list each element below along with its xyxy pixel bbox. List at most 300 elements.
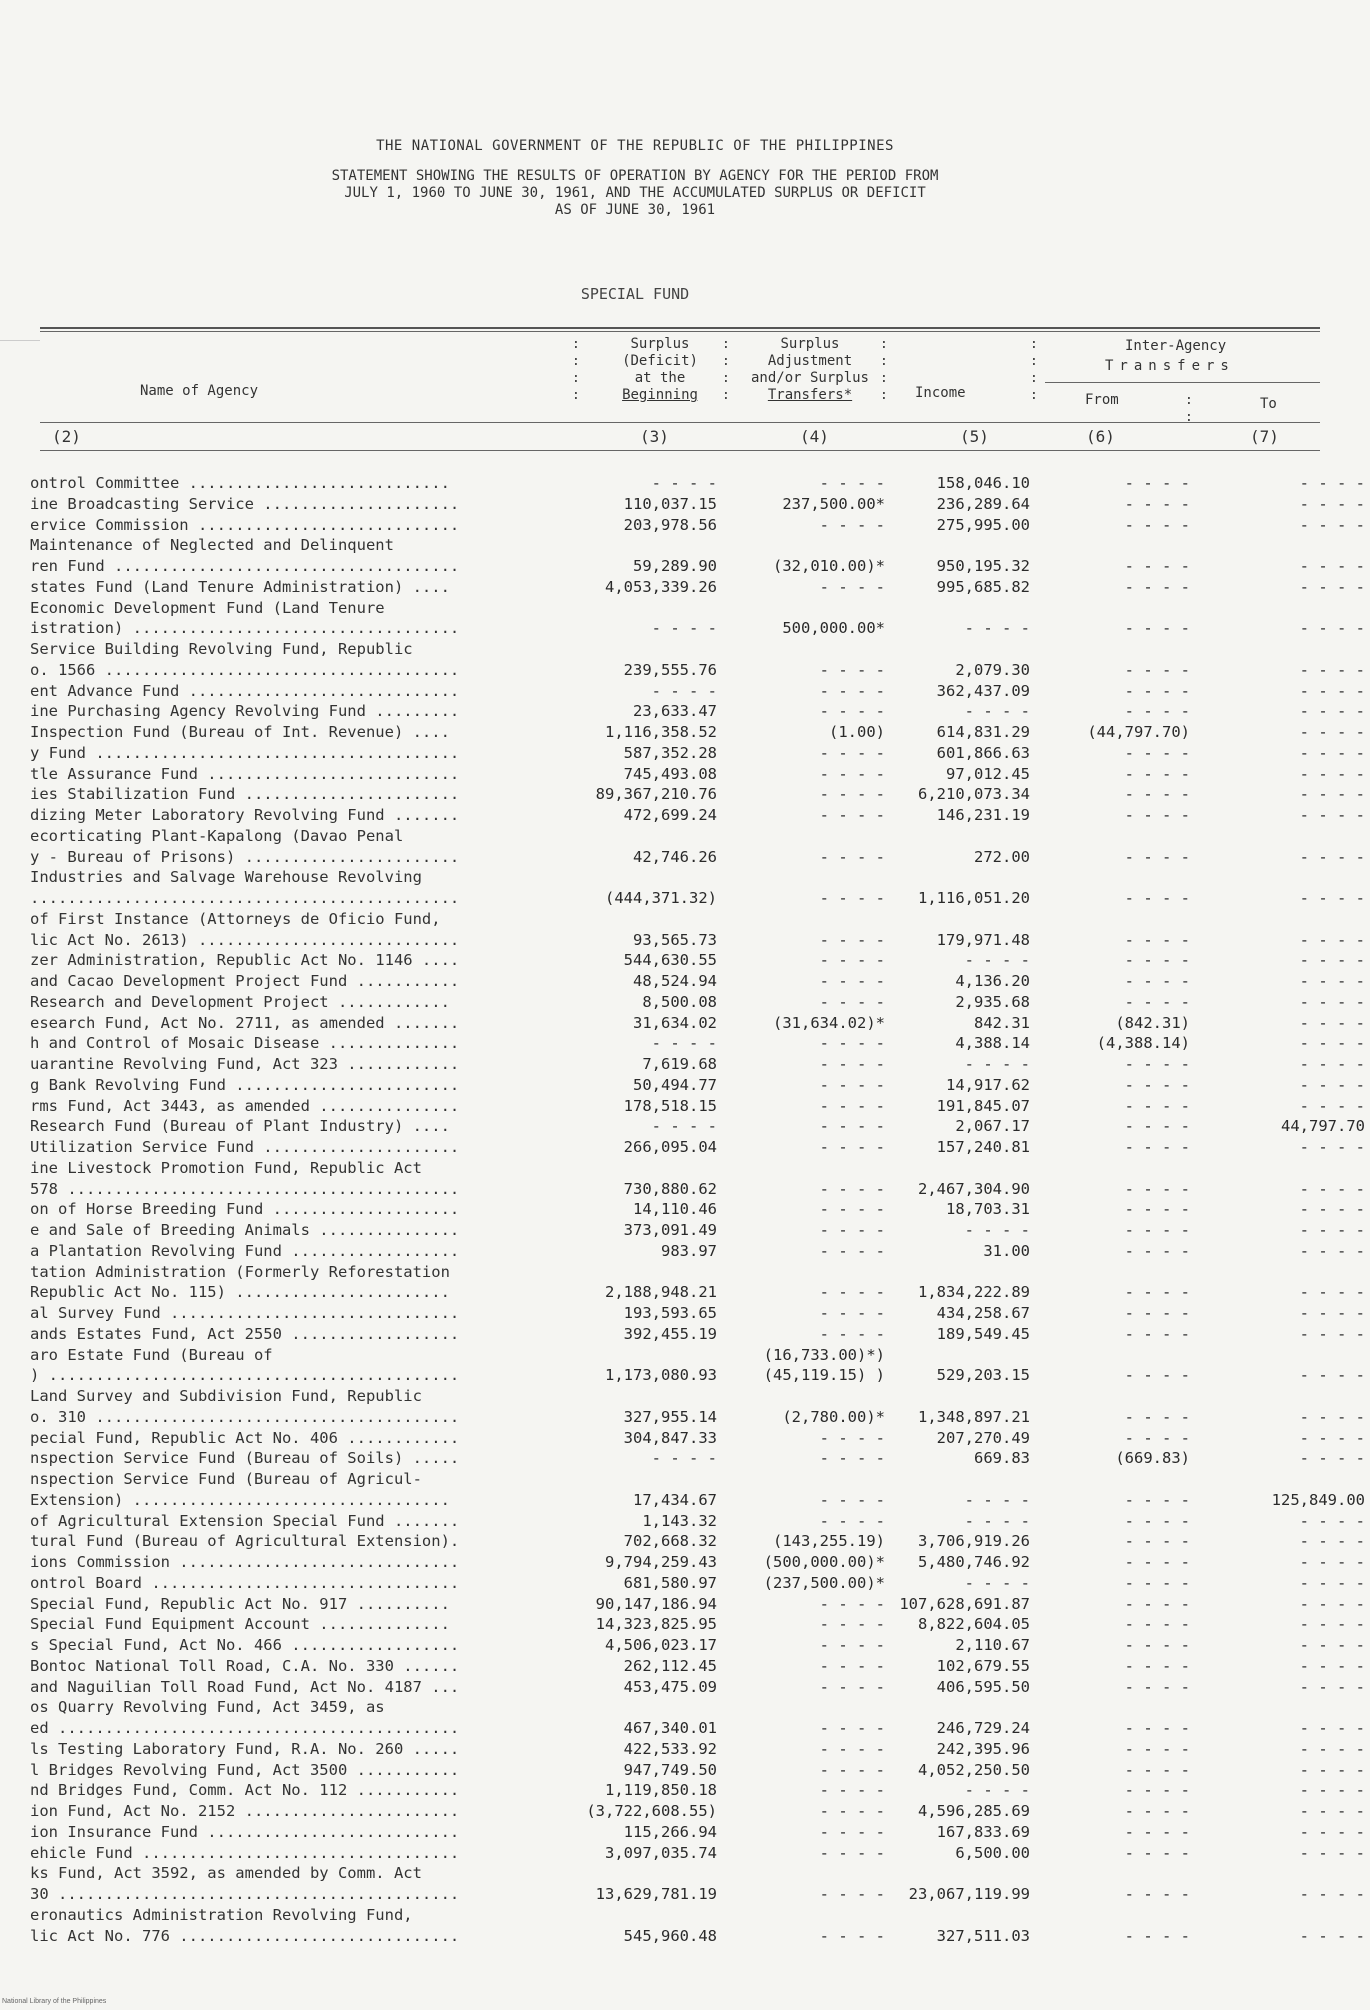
surplus-adjustment-cell: - - - - [819, 1117, 885, 1135]
transfer-from-cell: - - - - [1124, 1678, 1190, 1696]
agency-name-cell: Research Fund (Bureau of Plant Industry) .... [30, 1117, 450, 1135]
income-cell: 950,195.32 [936, 557, 1030, 575]
surplus-beginning-cell: 1,116,358.52 [605, 723, 717, 741]
transfer-from-cell: - - - - [1124, 765, 1190, 783]
agency-name-cell: esearch Fund, Act No. 2711, as amended ....... [30, 1014, 460, 1032]
surplus-beginning-cell: 89,367,210.76 [595, 785, 717, 803]
transfer-from-cell: - - - - [1124, 1138, 1190, 1156]
surplus-beginning-cell: 730,880.62 [623, 1180, 717, 1198]
transfer-to-cell: - - - - [1299, 1574, 1365, 1592]
agency-name-cell: dizing Meter Laboratory Revolving Fund ....... [30, 806, 460, 824]
transfer-from-cell: - - - - [1124, 1532, 1190, 1550]
col-header-to: To [1260, 396, 1277, 412]
transfer-from-cell: - - - - [1124, 516, 1190, 534]
transfer-to-cell: - - - - [1299, 951, 1365, 969]
income-cell: 2,110.67 [955, 1636, 1030, 1654]
agency-name-cell: ine Broadcasting Service ..................... [30, 495, 460, 513]
fund-title: SPECIAL FUND [580, 285, 690, 303]
surplus-adjustment-cell: - - - - [819, 1242, 885, 1260]
surplus-adjustment-cell: - - - - [819, 1200, 885, 1218]
transfer-to-cell: - - - - [1299, 1802, 1365, 1820]
transfer-from-cell: - - - - [1124, 1740, 1190, 1758]
transfer-from-cell: - - - - [1124, 682, 1190, 700]
transfer-to-cell: - - - - [1299, 1553, 1365, 1571]
income-cell: 102,679.55 [936, 1657, 1030, 1675]
surplus-adjustment-cell: - - - - [819, 661, 885, 679]
surplus-beginning-cell: 681,580.97 [623, 1574, 717, 1592]
transfer-to-cell: - - - - [1299, 723, 1365, 741]
col-header-adjustment [735, 336, 885, 404]
income-cell: 179,971.48 [936, 931, 1030, 949]
table-row [0, 1927, 1370, 1951]
income-cell: 5,480,746.92 [918, 1553, 1030, 1571]
income-cell: 97,012.45 [946, 765, 1030, 783]
surplus-adjustment-cell: (143,255.19) [773, 1532, 885, 1550]
income-cell: - - - - [964, 1491, 1030, 1509]
agency-name-cell: and Naguilian Toll Road Fund, Act No. 4187 ... [30, 1678, 460, 1696]
transfer-from-cell: - - - - [1124, 1657, 1190, 1675]
agency-name-cell: ontrol Board ................................. [30, 1574, 460, 1592]
surplus-line-1: Surplus [630, 336, 690, 352]
transfer-from-cell: - - - - [1124, 1283, 1190, 1301]
income-cell: - - - - [964, 702, 1030, 720]
transfer-to-cell: - - - - [1299, 1781, 1365, 1799]
transfer-to-cell: - - - - [1299, 1823, 1365, 1841]
agency-name-cell: os Quarry Revolving Fund, Act 3459, as [30, 1698, 385, 1716]
surplus-adjustment-cell: - - - - [819, 1781, 885, 1799]
transfer-from-cell: - - - - [1124, 1927, 1190, 1945]
surplus-adjustment-cell: - - - - [819, 1055, 885, 1073]
surplus-adjustment-cell: 500,000.00* [782, 619, 885, 637]
surplus-beginning-cell: 7,619.68 [642, 1055, 717, 1073]
surplus-beginning-cell: - - - - [651, 1034, 717, 1052]
transfer-to-cell: - - - - [1299, 1200, 1365, 1218]
col-header-surplus [605, 336, 715, 404]
surplus-adjustment-cell: - - - - [819, 889, 885, 907]
income-cell: 3,706,919.26 [918, 1532, 1030, 1550]
transfer-to-cell: - - - - [1299, 931, 1365, 949]
agency-name-cell: uarantine Revolving Fund, Act 323 ............ [30, 1055, 460, 1073]
transfer-to-cell: - - - - [1299, 702, 1365, 720]
surplus-adjustment-cell: - - - - [819, 1678, 885, 1696]
income-cell: 2,935.68 [955, 993, 1030, 1011]
adjustment-line-4: Transfers* [767, 387, 853, 403]
colon-mark: : : : : [572, 337, 580, 403]
income-cell: 4,388.14 [955, 1034, 1030, 1052]
transfer-to-cell: - - - - [1299, 1740, 1365, 1758]
agency-name-cell: h and Control of Mosaic Disease .............. [30, 1034, 460, 1052]
agency-name-cell: Utilization Service Fund ..................... [30, 1138, 460, 1156]
transfer-to-cell: - - - - [1299, 1615, 1365, 1633]
transfer-to-cell: - - - - [1299, 1449, 1365, 1467]
income-cell: 4,052,250.50 [918, 1761, 1030, 1779]
agency-name-cell: ies Stabilization Fund ....................... [30, 785, 460, 803]
income-cell: 1,116,051.20 [918, 889, 1030, 907]
surplus-beginning-cell: 115,266.94 [623, 1823, 717, 1841]
surplus-adjustment-cell: - - - - [819, 1325, 885, 1343]
transfer-to-cell: 44,797.70 [1281, 1117, 1365, 1135]
surplus-beginning-cell: 545,960.48 [623, 1927, 717, 1945]
income-cell: 669.83 [974, 1449, 1030, 1467]
surplus-adjustment-cell: - - - - [819, 1927, 885, 1945]
adjustment-line-2: Adjustment [767, 353, 853, 369]
margin-mark [0, 340, 40, 341]
agency-name-cell: .............................................. [30, 889, 460, 907]
income-cell: 2,067.17 [955, 1117, 1030, 1135]
surplus-beginning-cell: 266,095.04 [623, 1138, 717, 1156]
transfer-from-cell: - - - - [1124, 1304, 1190, 1322]
surplus-beginning-cell: 14,110.46 [633, 1200, 717, 1218]
transfer-from-cell: - - - - [1124, 806, 1190, 824]
transfer-from-cell: (842.31) [1115, 1014, 1190, 1032]
income-cell: 191,845.07 [936, 1097, 1030, 1115]
header-top-rule [40, 327, 1320, 329]
agency-name-cell: Extension) .................................. [30, 1491, 450, 1509]
transfer-to-cell: - - - - [1299, 785, 1365, 803]
surplus-beginning-cell: 2,188,948.21 [605, 1283, 717, 1301]
transfer-to-cell: - - - - [1299, 765, 1365, 783]
surplus-line-3: at the [634, 370, 686, 386]
transfer-to-cell: - - - - [1299, 578, 1365, 596]
surplus-adjustment-cell: - - - - [819, 1802, 885, 1820]
income-cell: 272.00 [974, 848, 1030, 866]
income-cell: - - - - [964, 1574, 1030, 1592]
transfer-from-cell: - - - - [1124, 1200, 1190, 1218]
income-cell: 236,289.64 [936, 495, 1030, 513]
surplus-adjustment-cell: - - - - [819, 1491, 885, 1509]
transfer-to-cell: - - - - [1299, 993, 1365, 1011]
surplus-adjustment-cell: - - - - [819, 1761, 885, 1779]
transfer-from-cell: - - - - [1124, 1097, 1190, 1115]
surplus-beginning-cell: (3,722,608.55) [586, 1802, 717, 1820]
income-cell: 601,866.63 [936, 744, 1030, 762]
surplus-beginning-cell: 90,147,186.94 [595, 1595, 717, 1613]
surplus-beginning-cell: 93,565.73 [633, 931, 717, 949]
source-footer: National Library of the Philippines [2, 1998, 107, 2005]
agency-name-cell: 30 ........................................... [30, 1885, 460, 1903]
agency-name-cell: ren Fund ..................................... [30, 557, 460, 575]
surplus-beginning-cell: 1,119,850.18 [605, 1781, 717, 1799]
income-cell: - - - - [964, 1221, 1030, 1239]
surplus-adjustment-cell: - - - - [819, 1221, 885, 1239]
transfer-to-cell: - - - - [1299, 474, 1365, 492]
income-cell: 189,549.45 [936, 1325, 1030, 1343]
transfer-from-cell: - - - - [1124, 1512, 1190, 1530]
transfer-from-cell: - - - - [1124, 1491, 1190, 1509]
surplus-adjustment-cell: - - - - [819, 1283, 885, 1301]
colon-mark: : : [1185, 393, 1193, 425]
income-cell: 327,511.03 [936, 1927, 1030, 1945]
transfer-to-cell: - - - - [1299, 1844, 1365, 1862]
agency-name-cell: e and Sale of Breeding Animals ............... [30, 1221, 460, 1239]
transfer-to-cell: - - - - [1299, 495, 1365, 513]
agency-name-cell: ls Testing Laboratory Fund, R.A. No. 260 ..... [30, 1740, 460, 1758]
surplus-beginning-cell: 193,593.65 [623, 1304, 717, 1322]
surplus-beginning-cell: 23,633.47 [633, 702, 717, 720]
surplus-beginning-cell: 9,794,259.43 [605, 1553, 717, 1571]
agency-name-cell: ine Purchasing Agency Revolving Fund ......... [30, 702, 460, 720]
surplus-beginning-cell: 327,955.14 [623, 1408, 717, 1426]
agency-name-cell: ent Advance Fund ............................. [30, 682, 460, 700]
surplus-beginning-cell: 4,053,339.26 [605, 578, 717, 596]
surplus-beginning-cell: 422,533.92 [623, 1740, 717, 1758]
transfer-to-cell: - - - - [1299, 1014, 1365, 1032]
surplus-beginning-cell: 59,289.90 [633, 557, 717, 575]
surplus-beginning-cell: 1,143.32 [642, 1512, 717, 1530]
surplus-beginning-cell: 17,434.67 [633, 1491, 717, 1509]
surplus-adjustment-cell: - - - - [819, 1429, 885, 1447]
agency-name-cell: ion Fund, Act No. 2152 ....................... [30, 1802, 460, 1820]
income-cell: 167,833.69 [936, 1823, 1030, 1841]
agency-name-cell: Service Building Revolving Fund, Republic [30, 640, 413, 658]
col-number-4: (4) [800, 427, 829, 446]
transfer-from-cell: - - - - [1124, 848, 1190, 866]
agency-name-cell: g Bank Revolving Fund ........................ [30, 1076, 460, 1094]
transfer-to-cell: - - - - [1299, 744, 1365, 762]
surplus-beginning-cell: 42,746.26 [633, 848, 717, 866]
transfer-to-cell: - - - - [1299, 889, 1365, 907]
income-cell: 6,500.00 [955, 1844, 1030, 1862]
income-cell: 14,917.62 [946, 1076, 1030, 1094]
surplus-adjustment-cell: - - - - [819, 516, 885, 534]
col-number-5: (5) [960, 427, 989, 446]
transfer-to-cell: - - - - [1299, 1366, 1365, 1384]
transfer-from-cell: - - - - [1124, 1761, 1190, 1779]
surplus-beginning-cell: 239,555.76 [623, 661, 717, 679]
income-cell: - - - - [964, 1512, 1030, 1530]
surplus-adjustment-cell: - - - - [819, 1740, 885, 1758]
col-number-7: (7) [1250, 427, 1279, 446]
agency-name-cell: rms Fund, Act 3443, as amended ............... [30, 1097, 460, 1115]
agency-name-cell: nspection Service Fund (Bureau of Agricul- [30, 1470, 422, 1488]
surplus-adjustment-cell: - - - - [819, 1823, 885, 1841]
transfer-from-cell: - - - - [1124, 951, 1190, 969]
agency-name-cell: ervice Commission ............................ [30, 516, 460, 534]
agency-name-cell: tation Administration (Formerly Reforestation [30, 1263, 450, 1281]
transfer-from-cell: - - - - [1124, 1429, 1190, 1447]
agency-name-cell: y - Bureau of Prisons) ....................... [30, 848, 460, 866]
agency-name-cell: Land Survey and Subdivision Fund, Republic [30, 1387, 422, 1405]
agency-name-cell: 578 .......................................... [30, 1180, 460, 1198]
transfer-from-cell: - - - - [1124, 1844, 1190, 1862]
surplus-adjustment-cell: - - - - [819, 951, 885, 969]
surplus-beginning-cell: 110,037.15 [623, 495, 717, 513]
income-cell: 18,703.31 [946, 1200, 1030, 1218]
transfer-to-cell: - - - - [1299, 1055, 1365, 1073]
agency-name-cell: Research and Development Project ............ [30, 993, 450, 1011]
surplus-beginning-cell: 50,494.77 [633, 1076, 717, 1094]
agency-name-cell: o. 1566 ...................................... [30, 661, 460, 679]
transfer-to-cell: - - - - [1299, 1512, 1365, 1530]
surplus-adjustment-cell: - - - - [819, 474, 885, 492]
surplus-beginning-cell: 472,699.24 [623, 806, 717, 824]
agency-name-cell: nspection Service Fund (Bureau of Soils) ..... [30, 1449, 460, 1467]
transfer-from-cell: - - - - [1124, 1221, 1190, 1239]
transfer-from-cell: - - - - [1124, 889, 1190, 907]
col-header-from: From [1085, 392, 1119, 408]
transfer-from-cell: - - - - [1124, 495, 1190, 513]
income-cell: 275,995.00 [936, 516, 1030, 534]
report-title: THE NATIONAL GOVERNMENT OF THE REPUBLIC OF THE PHILIPPINES [376, 138, 894, 154]
agency-name-cell: of First Instance (Attorneys de Oficio Fund, [30, 910, 441, 928]
surplus-adjustment-cell: - - - - [819, 578, 885, 596]
transfer-to-cell: - - - - [1299, 1034, 1365, 1052]
agency-name-cell: ed ........................................... [30, 1719, 460, 1737]
agency-name-cell: tural Fund (Bureau of Agricultural Extension). [30, 1532, 460, 1550]
agency-name-cell: Economic Development Fund (Land Tenure [30, 599, 385, 617]
transfer-to-cell: - - - - [1299, 972, 1365, 990]
transfer-to-cell: - - - - [1299, 661, 1365, 679]
surplus-adjustment-cell: - - - - [819, 1636, 885, 1654]
transfer-from-cell: - - - - [1124, 1325, 1190, 1343]
surplus-adjustment-cell: - - - - [819, 931, 885, 949]
income-cell: 2,079.30 [955, 661, 1030, 679]
income-cell: - - - - [964, 619, 1030, 637]
surplus-adjustment-cell: - - - - [819, 1844, 885, 1862]
agency-name-cell: pecial Fund, Republic Act No. 406 ............ [30, 1429, 460, 1447]
transfer-to-cell: - - - - [1299, 1283, 1365, 1301]
transfer-to-cell: - - - - [1299, 1180, 1365, 1198]
income-cell: 8,822,604.05 [918, 1615, 1030, 1633]
transfer-from-cell: - - - - [1124, 1553, 1190, 1571]
surplus-beginning-cell: 947,749.50 [623, 1761, 717, 1779]
transfer-to-cell: - - - - [1299, 516, 1365, 534]
transfer-to-cell: - - - - [1299, 1885, 1365, 1903]
surplus-adjustment-cell: (31,634.02)* [773, 1014, 885, 1032]
income-cell: 146,231.19 [936, 806, 1030, 824]
transfer-from-cell: - - - - [1124, 1117, 1190, 1135]
income-cell: 242,395.96 [936, 1740, 1030, 1758]
surplus-adjustment-cell: - - - - [819, 1138, 885, 1156]
agency-name-cell: l Bridges Revolving Fund, Act 3500 ........... [30, 1761, 460, 1779]
report-subtitle-line-3: AS OF JUNE 30, 1961 [554, 202, 716, 218]
income-cell: - - - - [964, 1055, 1030, 1073]
surplus-beginning-cell: 392,455.19 [623, 1325, 717, 1343]
surplus-adjustment-cell: - - - - [819, 702, 885, 720]
income-cell: 1,348,897.21 [918, 1408, 1030, 1426]
transfer-from-cell: - - - - [1124, 1802, 1190, 1820]
transfer-from-cell: - - - - [1124, 578, 1190, 596]
surplus-beginning-cell: - - - - [651, 474, 717, 492]
surplus-beginning-cell: 373,091.49 [623, 1221, 717, 1239]
transfer-from-cell: - - - - [1124, 1885, 1190, 1903]
agency-name-cell: of Agricultural Extension Special Fund ....... [30, 1512, 460, 1530]
surplus-adjustment-cell: - - - - [819, 1304, 885, 1322]
transfer-to-cell: - - - - [1299, 1097, 1365, 1115]
agency-name-cell: nd Bridges Fund, Comm. Act No. 112 ........... [30, 1781, 460, 1799]
colon-mark: : : : : [722, 337, 730, 403]
agency-name-cell: s Special Fund, Act No. 466 .................. [30, 1636, 460, 1654]
income-cell: 434,258.67 [936, 1304, 1030, 1322]
transfer-from-cell: - - - - [1124, 972, 1190, 990]
surplus-beginning-cell: 8,500.08 [642, 993, 717, 1011]
agency-name-cell: and Cacao Development Project Fund ........... [30, 972, 460, 990]
surplus-adjustment-cell: - - - - [819, 1595, 885, 1613]
agency-name-cell: ) ............................................ [30, 1366, 460, 1384]
income-cell: 4,136.20 [955, 972, 1030, 990]
header-bottom-rule [40, 422, 1320, 423]
col-header-interagency: Inter-Agency [1125, 338, 1227, 354]
surplus-adjustment-cell: (16,733.00)*) [763, 1346, 885, 1364]
surplus-adjustment-cell: - - - - [819, 1034, 885, 1052]
income-cell: 4,596,285.69 [918, 1802, 1030, 1820]
income-cell: 246,729.24 [936, 1719, 1030, 1737]
header-top-rule-2 [40, 331, 1320, 332]
transfer-from-cell: - - - - [1124, 1615, 1190, 1633]
surplus-line-2: (Deficit) [622, 353, 698, 369]
transfer-to-cell: - - - - [1299, 1242, 1365, 1260]
adjustment-line-1: Surplus [780, 336, 840, 352]
agency-name-cell: zer Administration, Republic Act No. 1146 .... [30, 951, 460, 969]
transfer-from-cell: - - - - [1124, 557, 1190, 575]
agency-name-cell: Inspection Fund (Bureau of Int. Revenue) .... [30, 723, 450, 741]
surplus-adjustment-cell: - - - - [819, 785, 885, 803]
income-cell: - - - - [964, 951, 1030, 969]
agency-name-cell: states Fund (Land Tenure Administration) .... [30, 578, 450, 596]
col-header-name: Name of Agency [140, 383, 259, 399]
agency-name-cell: istration) ................................... [30, 619, 460, 637]
income-cell: 23,067,119.99 [908, 1885, 1030, 1903]
transfer-to-cell: - - - - [1299, 682, 1365, 700]
agency-name-cell: lic Act No. 2613) ............................ [30, 931, 460, 949]
transfer-to-cell: - - - - [1299, 557, 1365, 575]
agency-name-cell: ecorticating Plant-Kapalong (Davao Penal [30, 827, 404, 845]
report-subtitle-line-2: JULY 1, 1960 TO JUNE 30, 1961, AND THE ACCUMULATED SURPLUS OR DEFICIT [344, 185, 926, 201]
surplus-beginning-cell: 587,352.28 [623, 744, 717, 762]
agency-name-cell: Bontoc National Toll Road, C.A. No. 330 ...... [30, 1657, 460, 1675]
surplus-line-4: Beginning [622, 387, 698, 403]
surplus-adjustment-cell: - - - - [819, 1097, 885, 1115]
surplus-adjustment-cell: - - - - [819, 993, 885, 1011]
surplus-adjustment-cell: - - - - [819, 1885, 885, 1903]
surplus-beginning-cell: 31,634.02 [633, 1014, 717, 1032]
transfer-to-cell: - - - - [1299, 1927, 1365, 1945]
column-number-rule [40, 450, 1320, 451]
transfer-to-cell: 125,849.00 [1271, 1491, 1365, 1509]
agency-name-cell: y Fund ....................................... [30, 744, 460, 762]
col-header-transfers: Transfers [1105, 358, 1235, 374]
income-cell: 614,831.29 [936, 723, 1030, 741]
surplus-beginning-cell: 262,112.45 [623, 1657, 717, 1675]
surplus-adjustment-cell: (2,780.00)* [782, 1408, 885, 1426]
col-number-2: (2) [52, 427, 81, 446]
surplus-adjustment-cell: - - - - [819, 972, 885, 990]
transfer-to-cell: - - - - [1299, 1532, 1365, 1550]
transfer-to-cell: - - - - [1299, 619, 1365, 637]
income-cell: 529,203.15 [936, 1366, 1030, 1384]
surplus-beginning-cell: 702,668.32 [623, 1532, 717, 1550]
transfers-rule [1045, 382, 1320, 383]
surplus-adjustment-cell: (1.00) [829, 723, 885, 741]
income-cell: 31.00 [983, 1242, 1030, 1260]
transfer-from-cell: - - - - [1124, 1719, 1190, 1737]
agency-name-cell: ks Fund, Act 3592, as amended by Comm. Act [30, 1864, 422, 1882]
surplus-beginning-cell: - - - - [651, 1117, 717, 1135]
transfer-to-cell: - - - - [1299, 848, 1365, 866]
transfer-from-cell: - - - - [1124, 1636, 1190, 1654]
surplus-beginning-cell: 304,847.33 [623, 1429, 717, 1447]
transfer-to-cell: - - - - [1299, 1595, 1365, 1613]
surplus-beginning-cell: 453,475.09 [623, 1678, 717, 1696]
col-number-3: (3) [640, 427, 669, 446]
surplus-adjustment-cell: (45,119.15) ) [763, 1366, 885, 1384]
transfer-from-cell: (44,797.70) [1087, 723, 1190, 741]
income-cell: 1,834,222.89 [918, 1283, 1030, 1301]
surplus-adjustment-cell: - - - - [819, 1719, 885, 1737]
transfer-from-cell: - - - - [1124, 619, 1190, 637]
col-header-income: Income [915, 385, 966, 401]
surplus-beginning-cell: 48,524.94 [633, 972, 717, 990]
